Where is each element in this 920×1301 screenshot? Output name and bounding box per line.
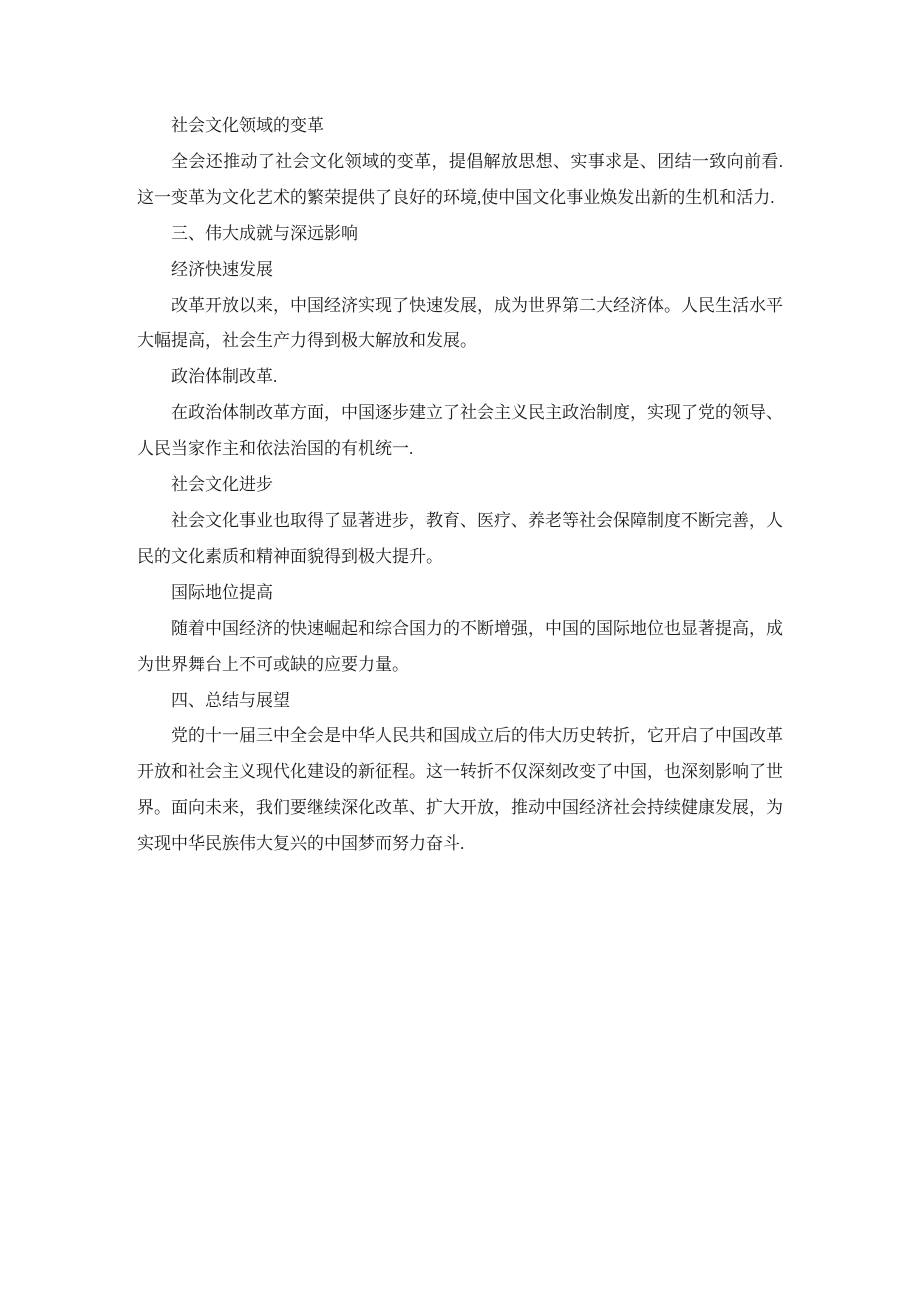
body-paragraph: 党的十一届三中全会是中华人民共和国成立后的伟大历史转折，它开启了中国改革开放和社会主义现代化建设的新征程。这一转折不仅深刻改变了中国，也深刻影响了世界。面向未来，我们要继续深化改革、扩大开放，推动中国经济社会持续健康发展，为实现中华民族伟大复兴的中国梦而努力奋斗. — [137, 726, 783, 854]
section-subheading: 政治体制改革. — [171, 367, 278, 387]
body-paragraph: 社会文化事业也取得了显著进步，教育、医疗、养老等社会保障制度不断完善，人民的文化素质和精神面貌得到极大提升。 — [137, 510, 783, 566]
section-heading: 四、总结与展望 — [171, 690, 290, 710]
section-subheading: 经济快速发展 — [171, 259, 273, 279]
document-text — [137, 108, 783, 862]
section-subheading: 社会文化进步 — [171, 475, 273, 495]
body-paragraph: 在政治体制改革方面，中国逐步建立了社会主义民主政治制度，实现了党的领导、人民当家作主和依法治国的有机统一. — [137, 403, 783, 459]
body-paragraph: 随着中国经济的快速崛起和综合国力的不断增强，中国的国际地位也显著提高，成为世界舞台上不可或缺的应要力量。 — [137, 618, 783, 674]
body-paragraph: 改革开放以来，中国经济实现了快速发展，成为世界第二大经济体。人民生活水平大幅提高，社会生产力得到极大解放和发展。 — [137, 295, 783, 351]
section-subheading: 社会文化领域的变革 — [171, 116, 324, 135]
section-heading: 三、伟大成就与深远影响 — [171, 223, 358, 243]
section-subheading: 国际地位提高 — [171, 582, 273, 602]
body-paragraph: 全会还推动了社会文化领域的变革，提倡解放思想、实事求是、团结一致向前看.这一变革为文化艺术的繁荣提供了良好的环境,使中国文化事业焕发出新的生机和活力. — [137, 151, 783, 207]
